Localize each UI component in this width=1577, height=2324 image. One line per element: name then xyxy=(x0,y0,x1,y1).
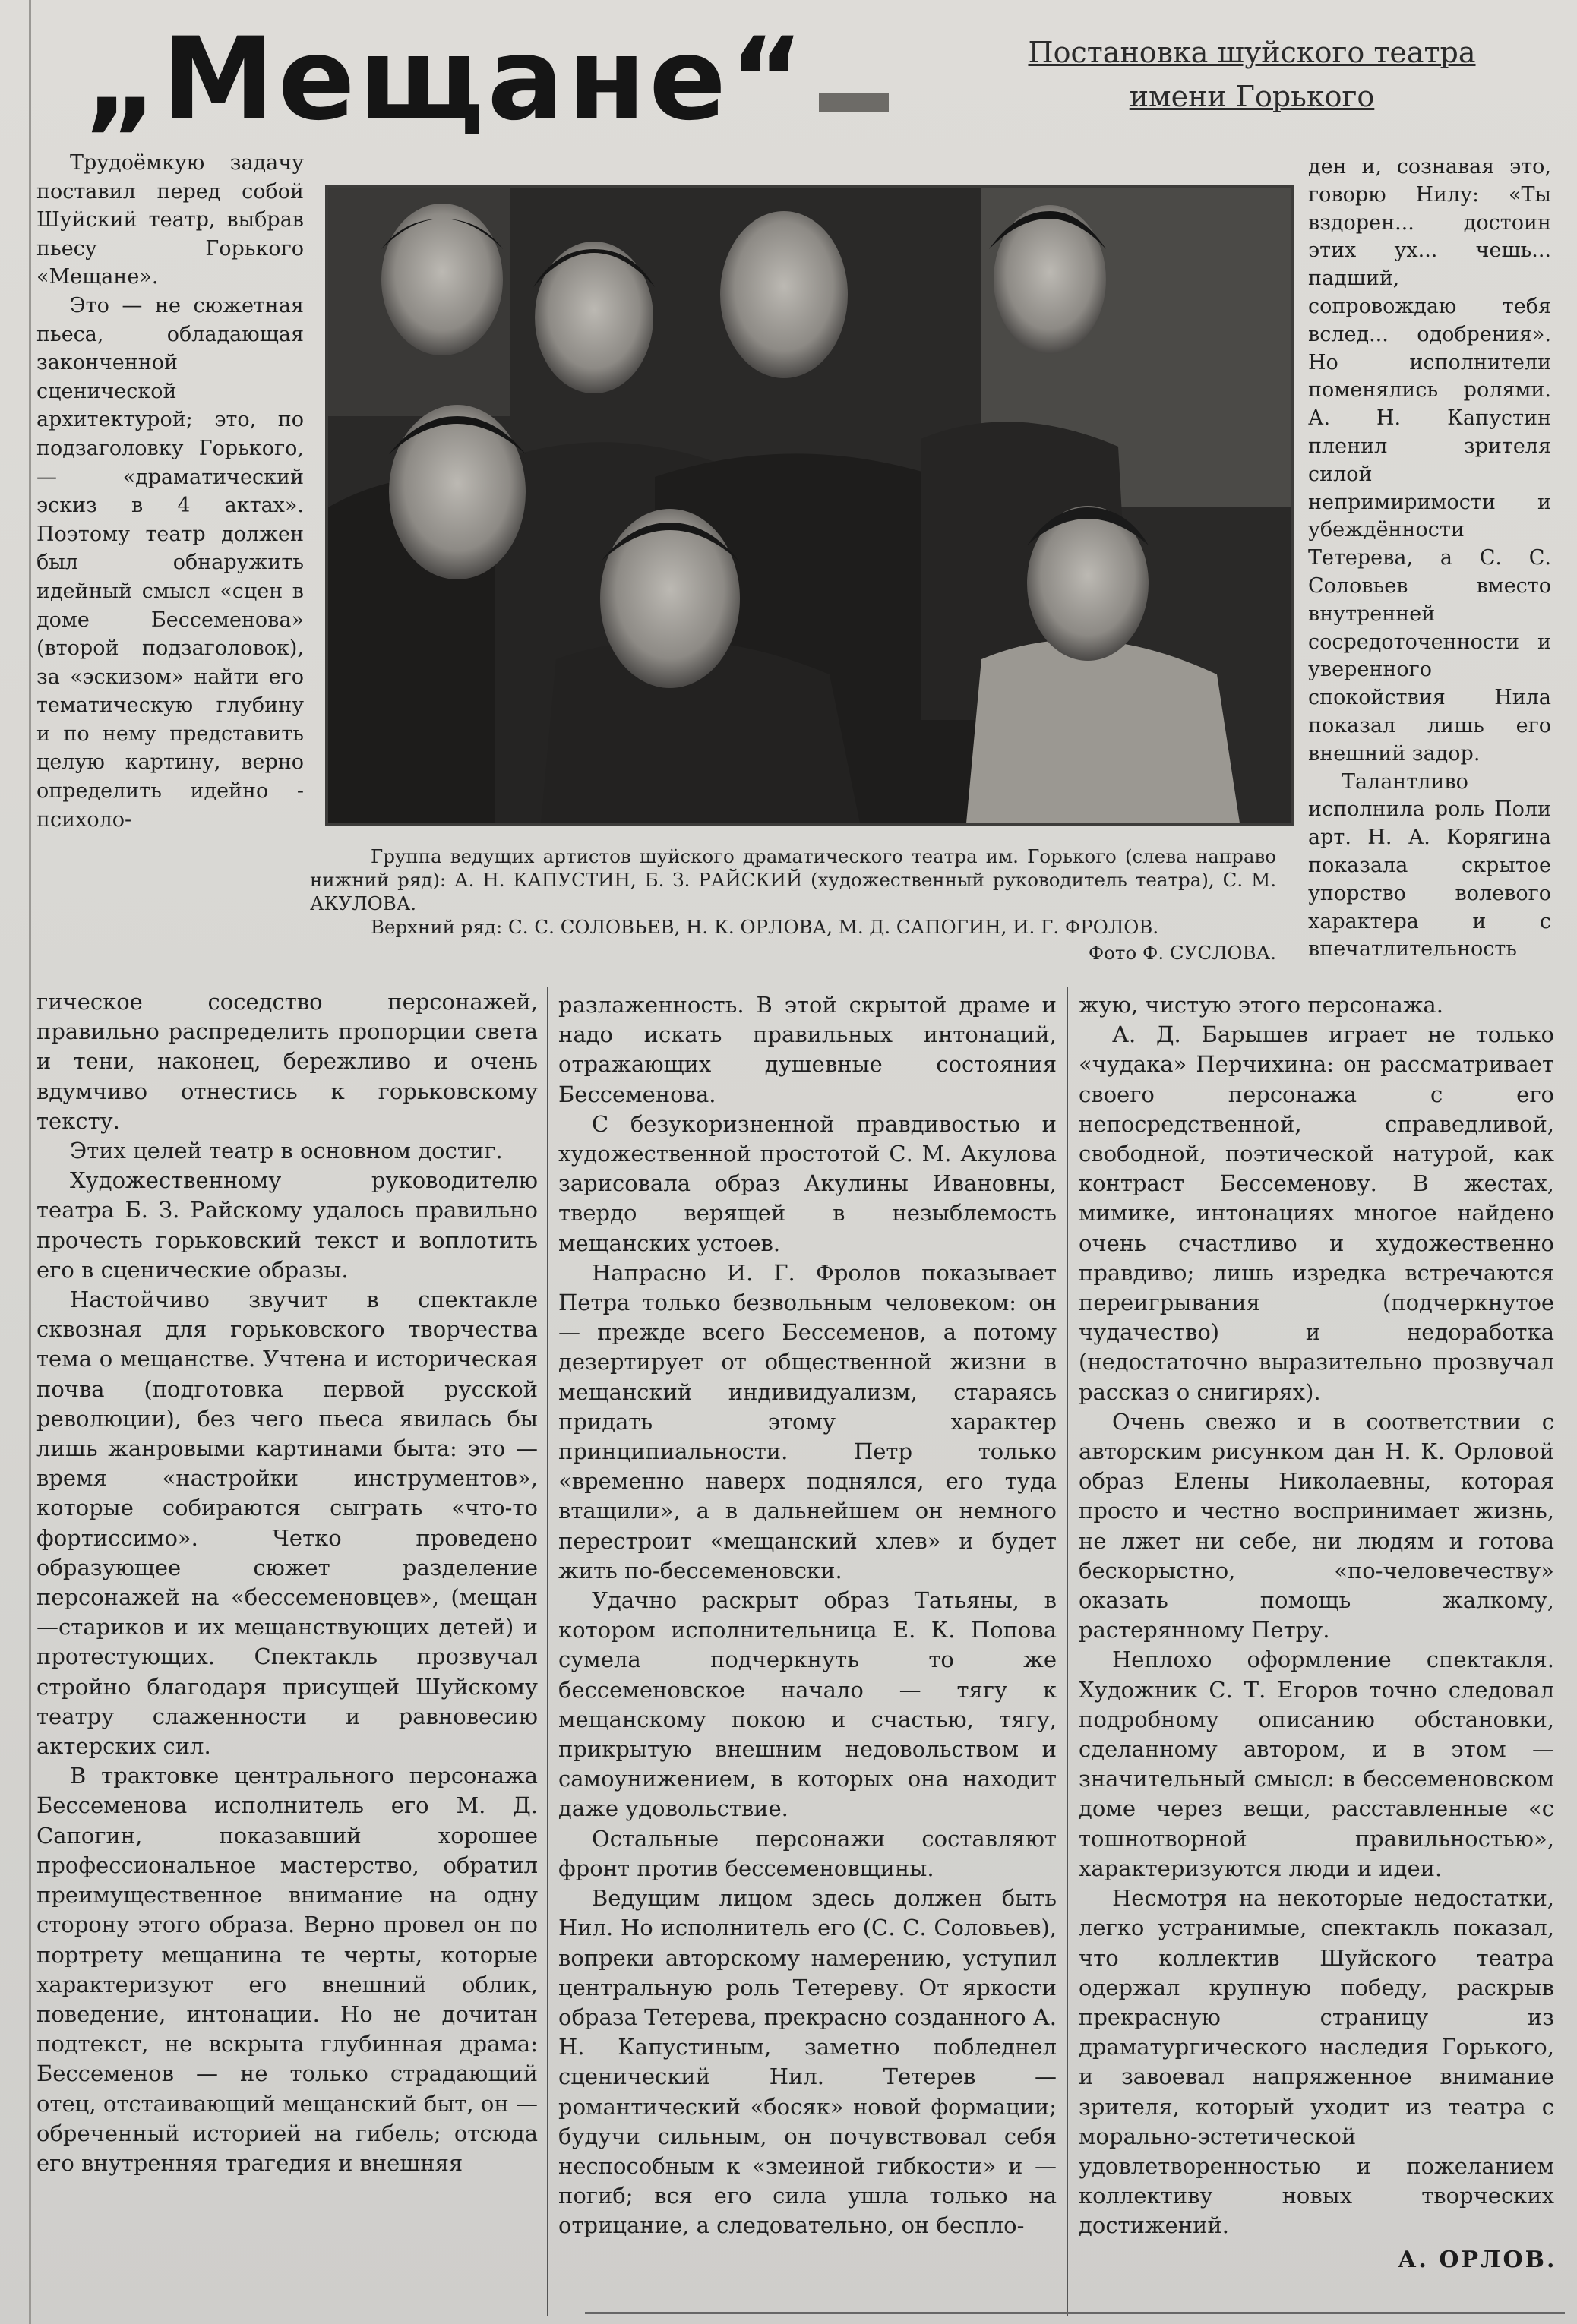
right-column-top xyxy=(1308,153,1551,964)
paragraph: Удачно раскрыт образ Татьяны, в котором исполнительница Е. К. Попова сумела подчеркнуть то же бессеменовское начало — тягу к мещанскому покою и счастью, тягу, прикрытую внешним недовольством и самоунижением, в которых она находит даже удовольствие. xyxy=(558,1587,1057,1822)
paragraph: Напрасно И. Г. Фролов показывает Петра только безвольным человеком: он — прежде всего Бессеменов, а потому дезертирует от общественной жизни в мещанский индивидуализм, стараясь придать этому характер принципиальности. Петр только «временно наверх поднялся, его туда втащили», а в дальнейшем он немного перестроит «мещанский хлев» и будет жить по-бессеменовски. xyxy=(558,1259,1057,1584)
paragraph: В трактовке центрального персонажа Бессеменова исполнитель его М. Д. Сапогин, показавший хорошее профессиональное мастерство, обратил преимущественное внимание на одну сторону этого образа. Верно провел он по портрету мещанина те черты, которые характеризуют его внешний облик, поведение, интонации. Но не дочитан подтекст, не вскрыта глубинная драма: Бессеменов — не только страдающий отец, отстаивающий мещанский быт, он — обреченный историей на гибель; отсюда его внутренняя трагедия и внешняя xyxy=(36,1763,538,2176)
actors-group-photo xyxy=(325,185,1294,826)
paragraph: гическое соседство персонажей, правильно распределить пропорции света и тени, наконец, бережливо и очень вдумчиво отнестись к горьковскому тексту. xyxy=(36,989,538,1134)
paragraph: Остальные персонажи составляют фронт против бессеменовщины. xyxy=(558,1825,1057,1881)
subtitle-line-1: Постановка шуйского театра xyxy=(1028,36,1476,69)
paragraph: Художественному руководителю театра Б. З. Райскому удалось правильно прочесть горьковский текст и воплотить его в сценические образы. xyxy=(36,1167,538,1283)
column-3 xyxy=(1079,990,1554,2241)
paragraph: С безукоризненной правдивостью и художественной простотой С. М. Акулова зарисовала образ Акулины Ивановны, твердо верящей в незыблемость мещанских устоев. xyxy=(558,1110,1057,1256)
paragraph: разлаженность. В этой скрытой драме и надо искать правильных интонаций, отражающих душевные состояния Бессеменова. xyxy=(558,992,1057,1107)
article-title: „Мещане“ xyxy=(84,14,807,146)
paragraph: А. Д. Барышев играет не только «чудака» Перчихина: он рассматривает своего персонажа с его непосредственной, справедливой, свободной, поэтической натурой, как контраст Бессеменову. В жестах, мимике, интонациях многое найдено очень счастливо и художественно правдиво; лишь изредка встречаются переигрывания (подчеркнутое чудачество) и недоработка (недостаточно выразительно прозвучал рассказ о снигирях). xyxy=(1079,1021,1554,1405)
caption-line: Верхний ряд: С. С. СОЛОВЬЕВ, Н. К. ОРЛОВА, М. Д. САПОГИН, И. Г. ФРОЛОВ. xyxy=(371,916,1159,938)
article-subtitle xyxy=(1001,30,1503,118)
paragraph: Несмотря на некоторые недостатки, легко устранимые, спектакль показал, что коллектив Шуйского театра одержал крупную победу, раскрыв прекрасную страницу из драматургического наследия Горького, и завоевал напряженное внимание зрителя, который уходит из театра с морально-эстетической удовлетворенностью и пожеланием коллективу новых творческих достижений. xyxy=(1079,1885,1554,2239)
photo-caption xyxy=(310,845,1276,939)
subtitle-line-2: имени Горького xyxy=(1129,80,1375,113)
paragraph: Ведущим лицом здесь должен быть Нил. Но исполнитель его (С. С. Соловьев), вопреки авторскому намерению, уступил центральную роль Тетереву. От яркости образа Тетерева, прекрасно созданного А. Н. Капустиным, заметно побледнел сценический Нил. Тетерев — романтический «босяк» новой формации; будучи сильным, он почувствовал себя неспособным к «змеиной гибкости» и — погиб; вся его сила ушла только на отрицание, а следовательно, он беспло- xyxy=(558,1885,1057,2239)
paragraph: Настойчиво звучит в спектакле сквозная для горьковского творчества тема о мещанстве. Учтена и историческая почва (подготовка первой русской революции), без чего пьеса явилась бы лишь жанровыми картинами быта: это — время «настройки инструментов», которые собираются сыграть «что-то фортиссимо». Четко проведено образующее сюжет разделение персонажей на «бессеменовцев», (мещан—стариков и их мещанствующих детей) и протестующих. Спектакль прозвучал стройно благодаря присущей Шуйскому театру слаженности и равновесию актерских сил. xyxy=(36,1287,538,1760)
column-2 xyxy=(558,990,1057,2241)
paragraph: Этих целей театр в основном достиг. xyxy=(70,1138,503,1164)
intro-column xyxy=(36,149,304,834)
paragraph: Неплохо оформление спектакля. Художник С. Т. Егоров точно следовал подробному описанию обстановки, сделанному автором, и в этом — значительный смысл: в бессеменовском доме через вещи, расставленные «с тошнотворной правильностью», характеризуются люди и идеи. xyxy=(1079,1647,1554,1881)
paragraph: жую, чистую этого персонажа. xyxy=(1079,992,1443,1018)
photo-credit: Фото Ф. СУСЛОВА. xyxy=(1088,942,1276,964)
column-divider xyxy=(547,987,548,2316)
bottom-rule xyxy=(585,2312,1565,2314)
author-signature: А. ОРЛОВ. xyxy=(1398,2247,1557,2273)
column-divider xyxy=(1067,987,1068,2316)
paragraph: ден и, сознавая это, говорю Нилу: «Ты вздорен... достоин этих ух... чешь... падший, сопровождаю тебя вслед... одобрения». Но исполнители поменялись ролями. А. Н. Капустин пленил зрителя силой непримиримости и убеждённости Тетерева, а С. С. Соловьев вместо внутренней сосредоточенности и уверенного спокойствия Нила показал лишь его внешний задор. xyxy=(1308,155,1551,766)
column-1 xyxy=(36,987,538,2178)
caption-line: Группа ведущих артистов шуйского драматического театра им. Горького (слева направо нижний ряд): А. Н. КАПУСТИН, Б. З. РАЙСКИЙ (художественный руководитель театра), С. М. АКУЛОВА. xyxy=(310,845,1276,914)
paragraph: Это — не сюжетная пьеса, обладающая законченной сценической архитектурой; это, по подзаголовку Горького, — «драматический эскиз в 4 актах». Поэтому театр должен был обнаружить идейный смысл «сцен в доме Бессеменова» (второй подзаголовок), за «эскизом» найти его тематическую глубину и по нему представить целую картину, верно определить идейно - психоло- xyxy=(36,293,304,832)
page-fold-line xyxy=(29,0,31,2324)
paragraph: Талантливо исполнила роль Поли арт. Н. А. Корягина показала скрытое упорство волевого характера и с впечатлительность xyxy=(1308,769,1551,961)
ornament-mark xyxy=(819,93,889,112)
paragraph: Очень свежо и в соответствии с авторским рисунком дан Н. К. Орловой образ Елены Николаевны, которая просто и честно воспринимает жизнь, не лжет ни себе, ни людям и готова бескорыстно, «по-человечеству» оказать помощь жалкому, растерянному Петру. xyxy=(1079,1408,1554,1644)
paragraph: Трудоёмкую задачу поставил перед собой Шуйский театр, выбрав пьесу Горького «Мещане». xyxy=(36,151,304,289)
